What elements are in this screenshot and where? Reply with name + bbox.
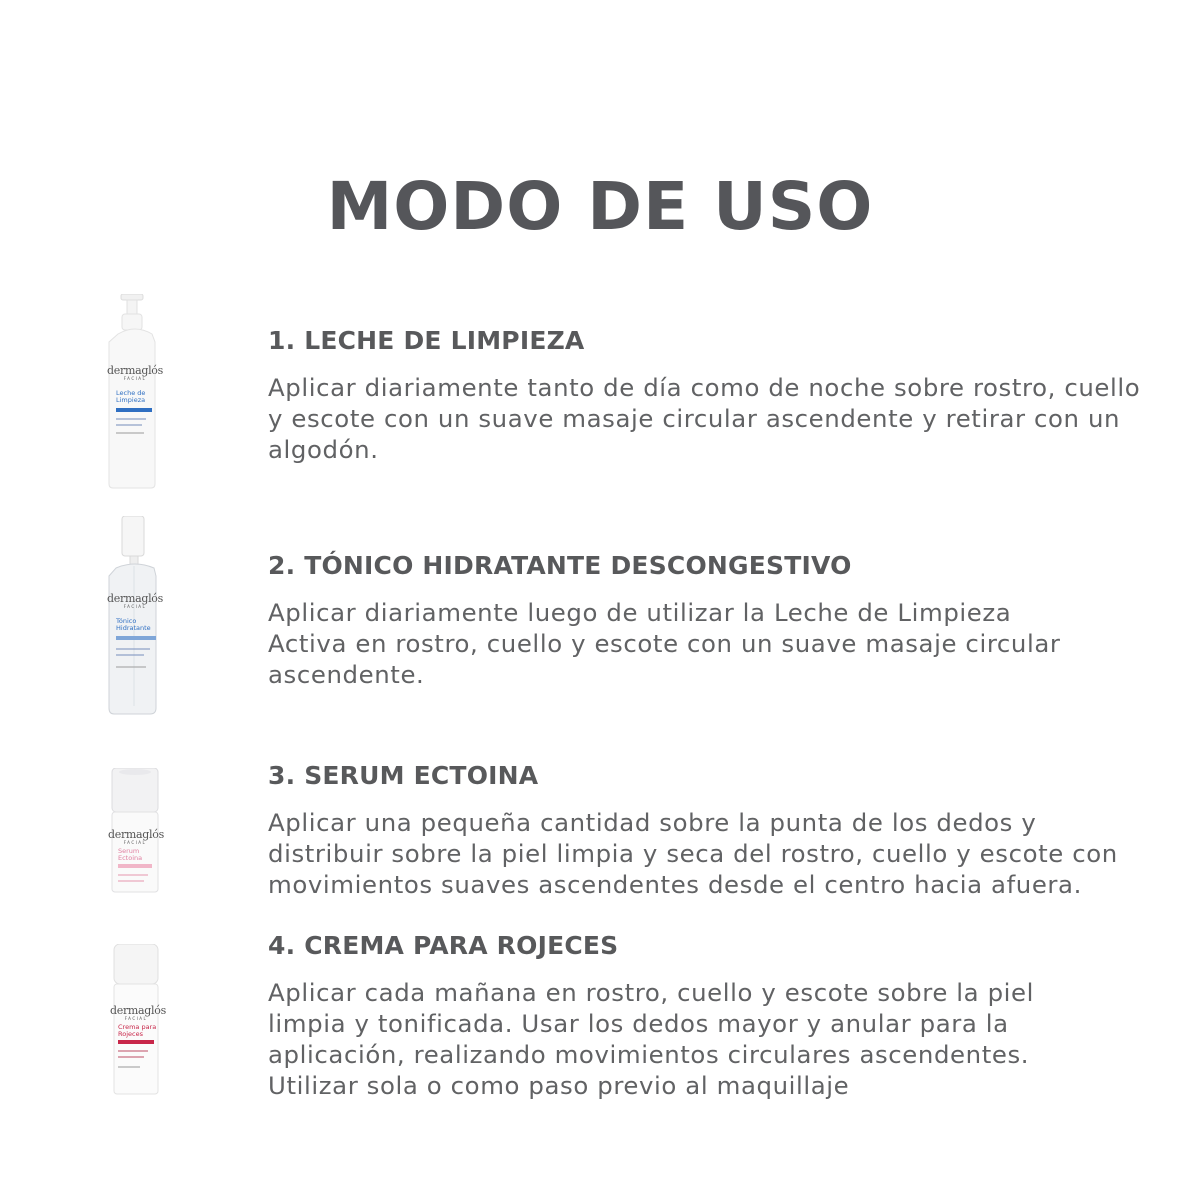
step-description: Aplicar cada mañana en rostro, cuello y escote sobre la piel limpia y tonificada. Usar los dedos mayor y anular para la aplicación, realizando movimientos circulares ascendentes. Utilizar sola o como paso previo al maquillaje [268,978,1035,1100]
product-tonico-hidratante-image [104,516,166,716]
product-name: Tónico Hidratante [116,617,151,632]
product-fine-print [116,432,144,434]
product-band [118,864,152,868]
product-band [118,1040,154,1044]
product-fine-print [118,1056,144,1058]
product-name: Leche de Limpieza [116,389,146,404]
step-heading: 4. CREMA PARA ROJECES [268,931,619,960]
product-serum-ectoina-image [108,768,162,894]
product-brand: dermaglós FACIAL [110,1004,166,1021]
product-fine-print [118,1066,140,1068]
product-brand: dermaglós FACIAL [107,592,163,609]
product-crema-para-rojeces-image [110,944,166,1096]
product-brand: dermaglós FACIAL [107,364,163,381]
product-fine-print [116,666,146,668]
product-fine-print [116,424,142,426]
page-title: MODO DE USO [326,168,874,245]
product-name: Serum Ectoina [118,847,143,862]
step-heading: 2. TÓNICO HIDRATANTE DESCONGESTIVO [268,551,852,580]
product-band [116,408,152,412]
product-band [116,636,156,640]
product-brand: dermaglós FACIAL [108,828,164,845]
product-fine-print [118,874,148,876]
product-fine-print [116,648,150,650]
product-fine-print [118,1050,148,1052]
step-description: Aplicar diariamente tanto de día como de noche sobre rostro, cuello y escote con un suave masaje circular ascendente y retirar con un algodón. [268,373,1141,464]
product-fine-print [116,418,146,420]
step-description: Aplicar diariamente luego de utilizar la Leche de Limpieza Activa en rostro, cuello y escote con un suave masaje circular ascendente. [268,598,1061,689]
step-heading: 3. SERUM ECTOINA [268,761,539,790]
product-fine-print [118,880,144,882]
product-leche-de-limpieza-image [104,294,166,490]
spray-bottle-icon [104,516,166,716]
product-name: Crema para Rojeces [118,1023,157,1038]
step-heading: 1. LECHE DE LIMPIEZA [268,326,585,355]
product-fine-print [116,654,144,656]
step-description: Aplicar una pequeña cantidad sobre la punta de los dedos y distribuir sobre la piel limpia y seca del rostro, cuello y escote con movimientos suaves ascendentes desde el centro hacia afuera. [268,808,1118,899]
